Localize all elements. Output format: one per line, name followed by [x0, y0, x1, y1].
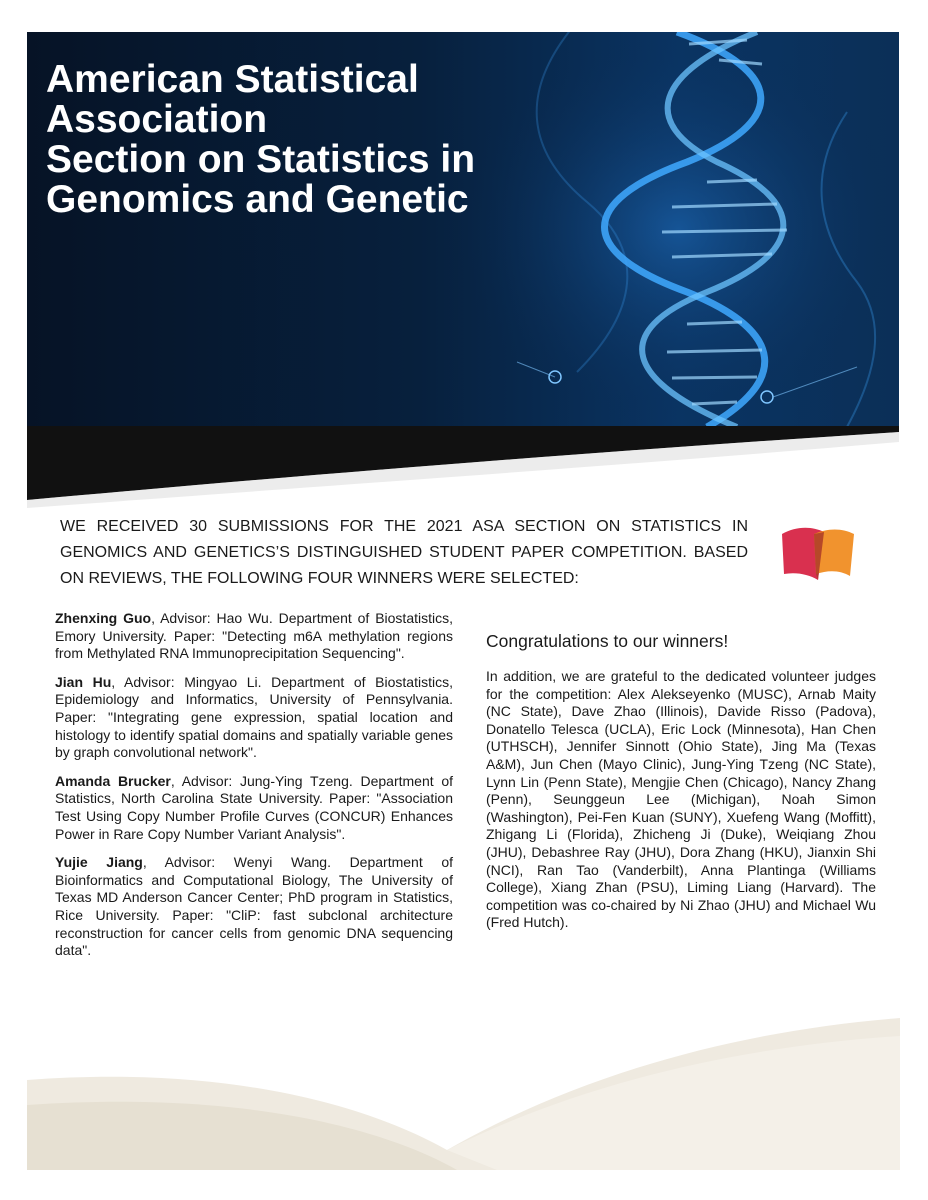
banner-title-line: Association — [46, 98, 268, 141]
banner-title-line: American Statistical — [46, 58, 419, 101]
acknowledgements — [486, 630, 876, 932]
winner-name: Amanda Brucker — [55, 772, 171, 789]
banner-title-line: Genomics and Genetic — [46, 178, 469, 221]
winner-details: , Advisor: Wenyi Wang. Department of Bioinformatics and Computational Biology, The University of Texas MD Anderson Cancer Center; PhD program in Statistics, Rice University. Paper: "CliP: fast subclonal architecture reconstruction for cancer cells from genomic DNA sequencing data". — [55, 854, 453, 959]
asa-section-logo — [778, 524, 858, 584]
intro-text: WE RECEIVED 30 SUBMISSIONS FOR THE 2021 ASA SECTION ON STATISTICS IN GENOMICS AND GENETICS’S DISTINGUISHED STUDENT PAPER COMPETITION. BASED ON REVIEWS, THE FOLLOWING FOUR WINNERS WERE SELECTED: — [60, 518, 748, 587]
banner-swoosh — [0, 420, 928, 510]
winner-entry — [55, 674, 453, 762]
winner-entry — [55, 854, 453, 960]
winner-entry — [55, 773, 453, 843]
winner-details: , Advisor: Mingyao Li. Department of Biostatistics, Epidemiology and Informatics, University of Pennsylvania. Paper: "Integrating gene expression, spatial location and histology to identify spatial domains and spatially variable genes by graph convolutional network". — [55, 673, 453, 761]
winner-name: Zhenxing Guo — [55, 610, 152, 626]
winner-details: , Advisor: Hao Wu. Department of Biostatistics, Emory University. Paper: "Detecting m6A methylation regions from Methylated RNA Immunoprecipitation Sequencing". — [55, 610, 453, 662]
banner-title-line: Section on Statistics in — [46, 138, 476, 181]
judges-thanks-text: In addition, we are grateful to the dedicated volunteer judges for the competition: Alex Alekseyenko (MUSC), Arnab Maity (NC State), Dave Zhao (Illinois), Davide Risso (Padova), Donatello Telesca (UCLA), Eric Lock (Minnesota), Han Chen (UTHSCH), Jennifer Sinnott (Ohio State), Jing Ma (Texas A&M), Jun Chen (Mayo Clinic), Jung-Ying Tzeng (NC State), Lynn Lin (Penn State), Mengjie Chen (Chicago), Nancy Zhang (Penn), Seunggeun Lee (Michigan), Noah Simon (Washington), Pei-Fen Kuan (SUNY), Xuefeng Wang (Moffitt), Zhigang Li (Florida), Zhicheng Ji (Duke), Weiqiang Zhou (JHU), Debashree Ray (JHU), Dora Zhang (HKU), Jianxin Shi (NCI), Ran Tao (Vanderbilt), Anna Plantinga (Williams College), Xiang Zhan (PSU), Liming Liang (Harvard). The competition was co-chaired by Ni Zhao (JHU) and Michael Wu (Fred Hutch). — [486, 668, 876, 931]
footer-wave-decoration — [27, 1010, 900, 1170]
banner-title — [46, 60, 566, 220]
winner-entry — [55, 610, 453, 663]
winner-name: Jian Hu — [55, 673, 112, 690]
congratulations-heading: Congratulations to our winners! — [486, 631, 729, 651]
winner-name: Yujie Jiang — [55, 854, 143, 871]
header-banner — [27, 32, 899, 427]
winner-details: , Advisor: Jung-Ying Tzeng. Department of Statistics, North Carolina State University. Paper: "Association Test Using Copy Number Profile Curves (CONCUR) Enhances Power in Rare Copy Number Variant Analysis". — [55, 772, 454, 842]
intro-announcement — [60, 514, 748, 592]
winners-list — [55, 610, 453, 971]
